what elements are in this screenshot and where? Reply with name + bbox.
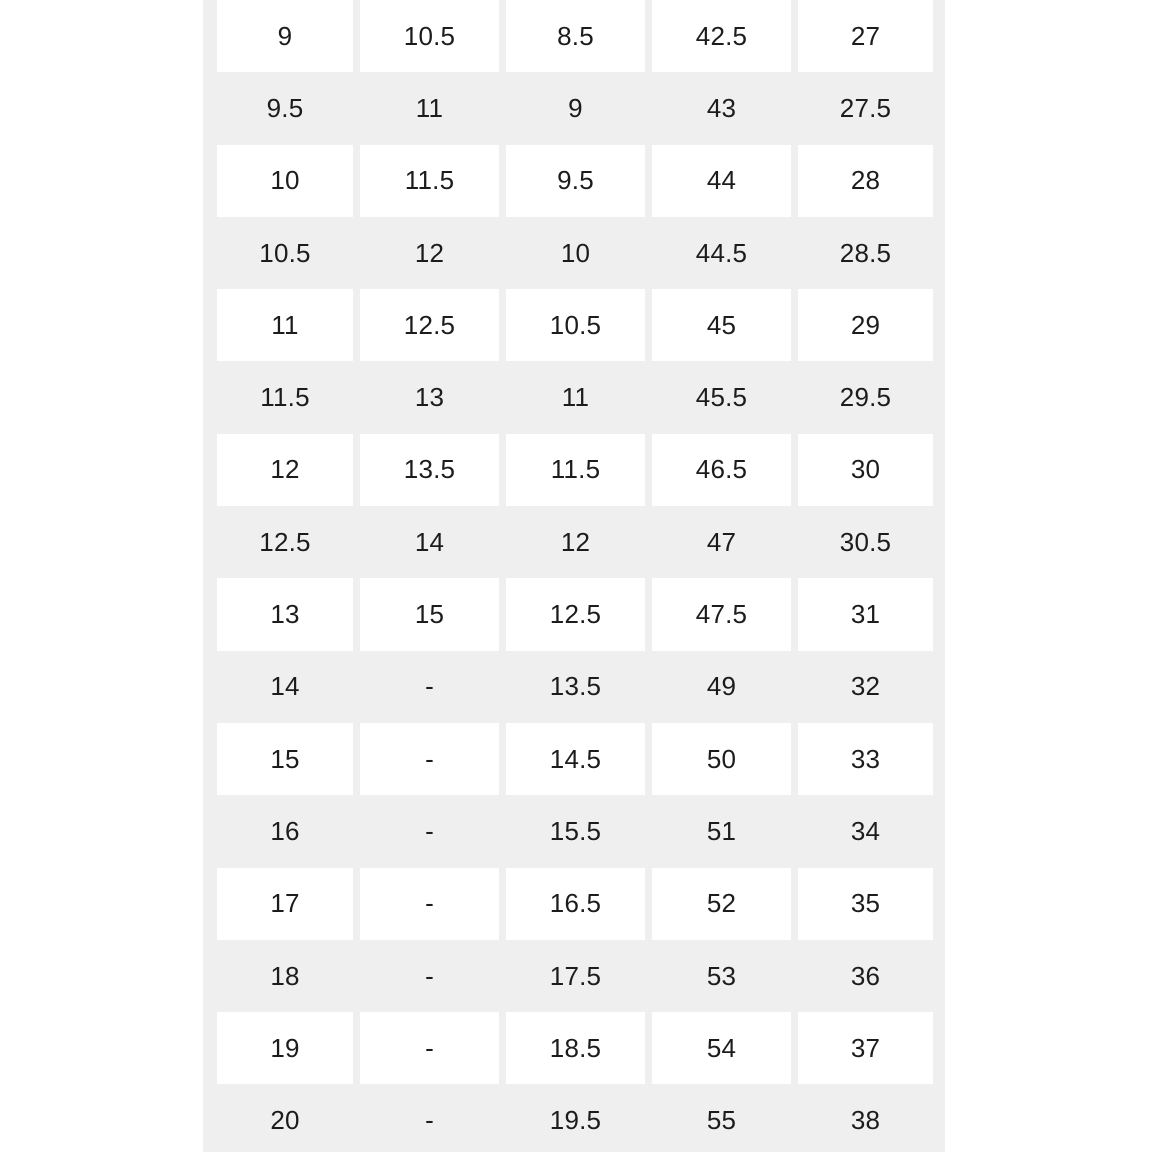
table-cell: 15.5 bbox=[506, 795, 645, 867]
table-cell: 47.5 bbox=[652, 578, 791, 650]
table-cell: 9 bbox=[506, 72, 645, 144]
table-cell: 11 bbox=[360, 72, 499, 144]
table-cell: 15 bbox=[360, 578, 499, 650]
table-cell: 13 bbox=[217, 578, 353, 650]
table-cell: 20 bbox=[217, 1084, 353, 1152]
table-cell: 44.5 bbox=[652, 217, 791, 289]
table-cell: 11.5 bbox=[217, 361, 353, 433]
table-cell: - bbox=[360, 868, 499, 940]
table-cell: 43 bbox=[652, 72, 791, 144]
table-cell: 9.5 bbox=[217, 72, 353, 144]
table-cell: 27.5 bbox=[798, 72, 933, 144]
table-cell: 13.5 bbox=[360, 434, 499, 506]
table-cell: 14 bbox=[217, 651, 353, 723]
table-cell: 14 bbox=[360, 506, 499, 578]
table-cell: 35 bbox=[798, 868, 933, 940]
table-cell: 45.5 bbox=[652, 361, 791, 433]
table-cell: 19.5 bbox=[506, 1084, 645, 1152]
table-cell: 19 bbox=[217, 1012, 353, 1084]
table-cell: 11 bbox=[506, 361, 645, 433]
table-cell: 17 bbox=[217, 868, 353, 940]
table-cell: 36 bbox=[798, 940, 933, 1012]
table-cell: 55 bbox=[652, 1084, 791, 1152]
table-cell: 37 bbox=[798, 1012, 933, 1084]
table-cell: 27 bbox=[798, 0, 933, 72]
table-cell: 49 bbox=[652, 651, 791, 723]
table-cell: 18 bbox=[217, 940, 353, 1012]
table-cell: - bbox=[360, 1012, 499, 1084]
table-cell: 12 bbox=[506, 506, 645, 578]
table-cell: 16.5 bbox=[506, 868, 645, 940]
table-cell: 51 bbox=[652, 795, 791, 867]
size-table-grid bbox=[217, 0, 933, 1152]
table-cell: 8.5 bbox=[506, 0, 645, 72]
table-cell: 45 bbox=[652, 289, 791, 361]
table-cell: 12 bbox=[360, 217, 499, 289]
table-cell: 31 bbox=[798, 578, 933, 650]
table-cell: 12 bbox=[217, 434, 353, 506]
table-cell: 12.5 bbox=[506, 578, 645, 650]
table-cell: 11.5 bbox=[506, 434, 645, 506]
table-cell: 46.5 bbox=[652, 434, 791, 506]
table-cell: 42.5 bbox=[652, 0, 791, 72]
table-cell: 52 bbox=[652, 868, 791, 940]
table-cell: 29 bbox=[798, 289, 933, 361]
table-cell: 16 bbox=[217, 795, 353, 867]
table-cell: - bbox=[360, 1084, 499, 1152]
table-cell: 9 bbox=[217, 0, 353, 72]
table-cell: 10.5 bbox=[217, 217, 353, 289]
table-cell: 47 bbox=[652, 506, 791, 578]
table-cell: 38 bbox=[798, 1084, 933, 1152]
table-cell: 54 bbox=[652, 1012, 791, 1084]
table-cell: - bbox=[360, 795, 499, 867]
table-cell: 53 bbox=[652, 940, 791, 1012]
table-cell: 28 bbox=[798, 145, 933, 217]
size-chart-table bbox=[203, 0, 945, 1152]
table-cell: 11 bbox=[217, 289, 353, 361]
table-cell: 30 bbox=[798, 434, 933, 506]
table-cell: 29.5 bbox=[798, 361, 933, 433]
table-cell: 18.5 bbox=[506, 1012, 645, 1084]
table-cell: 12.5 bbox=[360, 289, 499, 361]
table-cell: 33 bbox=[798, 723, 933, 795]
table-cell: 10.5 bbox=[506, 289, 645, 361]
table-cell: 34 bbox=[798, 795, 933, 867]
table-cell: 10 bbox=[506, 217, 645, 289]
table-cell: 13 bbox=[360, 361, 499, 433]
table-cell: - bbox=[360, 940, 499, 1012]
table-cell: 28.5 bbox=[798, 217, 933, 289]
table-cell: 50 bbox=[652, 723, 791, 795]
table-cell: 13.5 bbox=[506, 651, 645, 723]
table-cell: - bbox=[360, 723, 499, 795]
table-cell: 32 bbox=[798, 651, 933, 723]
table-cell: 17.5 bbox=[506, 940, 645, 1012]
table-cell: 10.5 bbox=[360, 0, 499, 72]
table-cell: 30.5 bbox=[798, 506, 933, 578]
table-cell: 12.5 bbox=[217, 506, 353, 578]
table-cell: 9.5 bbox=[506, 145, 645, 217]
table-cell: 44 bbox=[652, 145, 791, 217]
table-cell: 15 bbox=[217, 723, 353, 795]
table-cell: 14.5 bbox=[506, 723, 645, 795]
table-cell: 10 bbox=[217, 145, 353, 217]
table-cell: - bbox=[360, 651, 499, 723]
table-cell: 11.5 bbox=[360, 145, 499, 217]
